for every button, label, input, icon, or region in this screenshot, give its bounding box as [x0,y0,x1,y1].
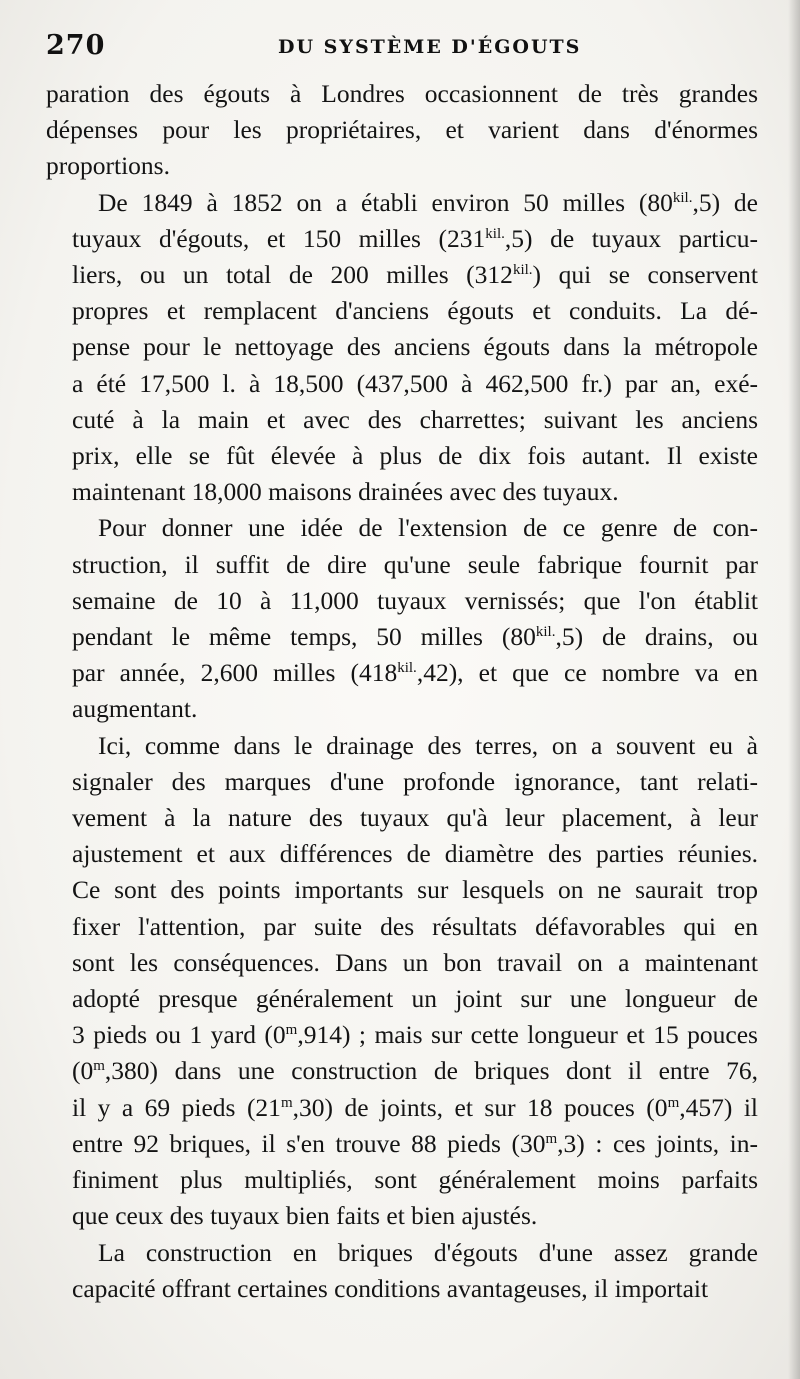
text-line: proportions. [46,151,170,181]
text-line: augmentant. [72,694,198,724]
text-line: struction, il suffit de dire qu'une seule fabrique fournit par [72,549,758,579]
text-line: propres et remplacent d'anciens égouts et conduits. La dé- [72,296,758,326]
text-line: sont les conséquences. Dans un bon travail on a maintenant [72,947,758,977]
text-line: La construction en briques d'égouts d'une assez grande [98,1237,758,1267]
text-line: 3 pieds ou 1 yard (0$^m$,914) ; mais sur cette longueur et 15 pouces [72,1020,758,1050]
text-line: finiment plus multipliés, sont généralement moins parfaits [72,1165,758,1195]
text-line: cuté à la main et avec des charrettes; suivant les anciens [72,404,758,434]
text-line: ajustement et aux différences de diamètre des parties réunies. [72,839,758,869]
text-line: par année, 2,600 milles $(418^{kil.},42)$, et que ce nombre va en [72,658,758,688]
text-body [46,76,758,1307]
text-line: signaler des marques d'une profonde ignorance, tant relati- [72,766,758,796]
text-line: paration des égouts à Londres occasionnent de très grandes [46,79,758,108]
page-header [46,30,754,70]
text-line: que ceux des tuyaux bien faits et bien ajustés. [72,1201,538,1231]
page-edge-shadow [788,0,800,1379]
running-title: DU SYSTÈME D'ÉGOUTS [278,36,582,58]
text-line: il y a 69 pieds (21$^m$,30) de joints, et sur 18 pouces (0$^m$,457) il [72,1092,758,1122]
page-number: 270 [46,30,106,61]
text-line: pendant le même temps, 50 milles $(80^{kil.},5)$ de drains, ou [72,622,758,652]
text-line: adopté presque généralement un joint sur une longueur de [72,984,758,1014]
text-line: liers, ou un total de 200 milles $(312^{kil.})$ qui se conservent [72,260,758,290]
text-line: Ce sont des points importants sur lesquels on ne saurait trop [72,875,758,905]
text-line: a été 17,500 l. à 18,500 (437,500 à 462,500 fr.) par an, exé- [72,368,758,398]
text-line: pense pour le nettoyage des anciens égouts dans la métropole [72,332,758,362]
paragraph [46,185,758,511]
text-line: (0$^m$,380) dans une construction de briques dont il entre 76, [72,1056,758,1086]
text-line: De 1849 à 1852 on a établi environ 50 milles $(80^{kil.},5)$ de [98,187,759,217]
text-line: semaine de 10 à 11,000 tuyaux vernissés; que l'on établit [72,585,758,615]
text-line: Pour donner une idée de l'extension de ce genre de con- [98,513,758,543]
text-line: dépenses pour les propriétaires, et varient dans d'énormes [46,115,758,145]
text-line: prix, elle se fût élevée à plus de dix fois autant. Il existe [72,441,758,471]
text-line: Ici, comme dans le drainage des terres, on a souvent eu à [98,730,758,760]
text-line: entre 92 briques, il s'en trouve 88 pieds (30$^m$,3) : ces joints, in- [72,1128,758,1158]
text-line: maintenant 18,000 maisons drainées avec des tuyaux. [72,477,619,507]
text-line: fixer l'attention, par suite des résultats défavorables qui en [72,911,758,941]
text-line: tuyaux d'égouts, et 150 milles $(231^{kil.},5)$ de tuyaux particu- [72,223,758,253]
text-line: vement à la nature des tuyaux qu'à leur placement, à leur [72,803,758,833]
paragraph [46,510,758,727]
paragraph [46,728,758,1235]
text-line: capacité offrant certaines conditions avantageuses, il importait [72,1273,709,1303]
paragraph [46,76,758,185]
paragraph [46,1235,758,1307]
